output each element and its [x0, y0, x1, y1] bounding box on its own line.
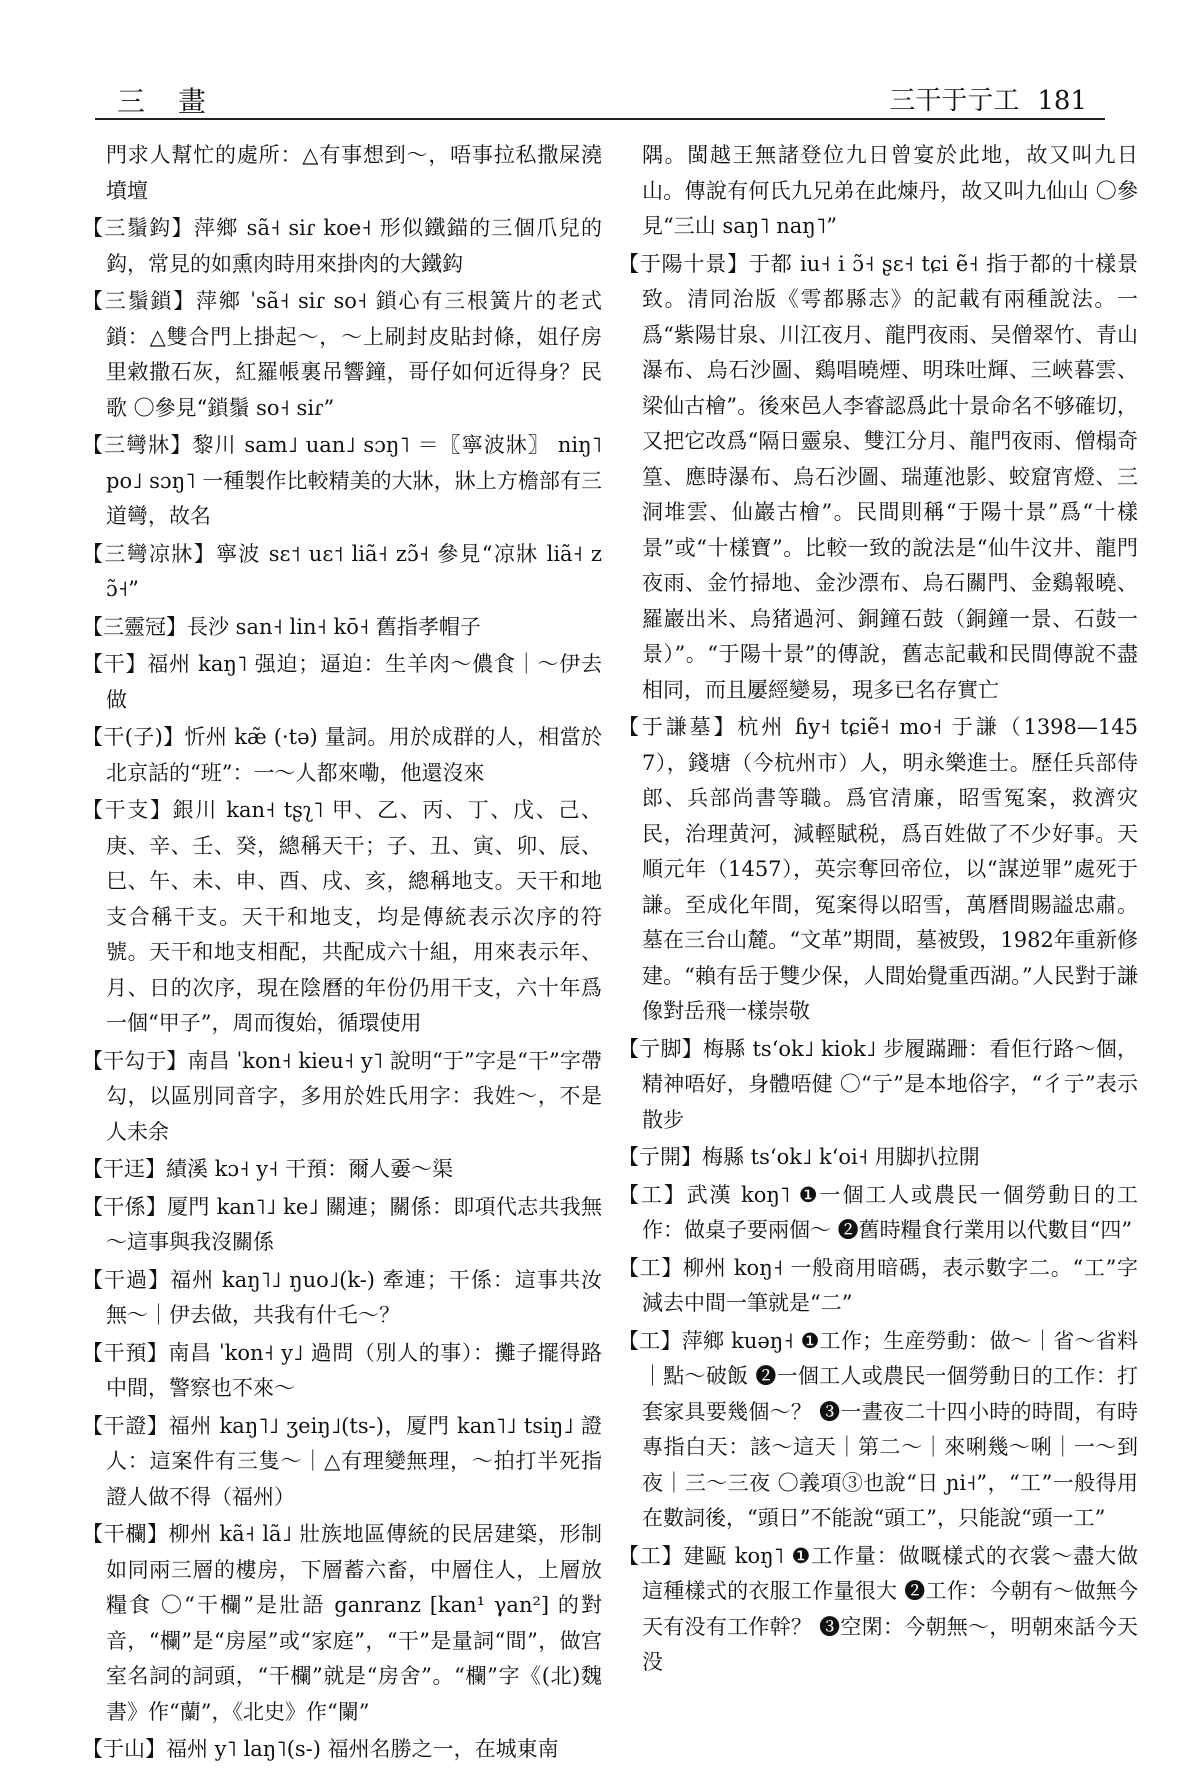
dictionary-entry: 【干(子)】忻州 kæ̃ (·tə) 量詞。用於成群的人，相當於北京話的“班”：一～人都來嘞，他還沒來	[82, 725, 602, 785]
header-right	[889, 80, 1087, 117]
dictionary-entry: 【三靈冠】長沙 san˧ lin˧ kō˧ 舊指孝帽子	[82, 614, 481, 639]
dictionary-entry: 【于謙墓】杭州 ɦy˧ tɕiẽ˧ mo˧ 于謙（1398—1457），錢塘（今杭州市）人，明永樂進士。歷任兵部侍郎、兵部尚書等職。爲官清廉，昭雪冤案，救濟灾民，治理黄河，減輕賦税，爲百姓做了不少好事。天順元年（1457），英宗奪回帝位，以“謀逆罪”處死于謙。至成化年間，冤案得以昭雪，萬曆間賜謚忠肅。墓在三台山麓。“文革”期間，墓被毁，1982年重新修建。“賴有岳于雙少保，人間始覺重西湖。”人民對于謙像對岳飛一樣崇敬	[618, 715, 1138, 1023]
dictionary-entry: 隅。閩越王無諸登位九日曾宴於此地，故又叫九日山。傳說有何氏九兄弟在此煉丹，故又叫九仙山 〇參見“三山 saŋ˥ naŋ˥”	[642, 143, 1138, 238]
dictionary-entry: 【亍開】梅縣 tsʻok˩ kʻoi˧ 用脚扒拉開	[618, 1145, 980, 1169]
dictionary-entry: 【亍脚】梅縣 tsʻok˩ kiok˩ 步履蹣跚：看佢行路～個，精神唔好，身體唔健 〇“亍”是本地俗字，“彳亍”表示散步	[618, 1036, 1138, 1132]
dictionary-entry: 【三鬚鈎】萍鄉 sã˧ siɾ koe˧ 形似鐵錨的三個爪兒的鈎，常見的如熏肉時用來掛肉的大鐵鈎	[82, 216, 602, 276]
left-column	[82, 138, 602, 1761]
dictionary-entry: 【三彎牀】黎川 sam˩ uan˩ sɔŋ˥ ＝〖寧波牀〗 niŋ˥ po˩ sɔŋ˥ 一種製作比較精美的大牀，牀上方檐部有三道彎，故名	[82, 433, 602, 528]
dictionary-entry: 【工】萍鄉 kuəŋ˧ ❶工作；生産勞動：做～｜省～省料｜點～破飯 ❷一個工人或農民一個勞動日的工作：打套家具要幾個～？ ❸一晝夜二十四小時的時間，有時專指白天：該～這天｜第二～｜來唎幾～唎｜一～到夜｜三～三夜 〇義項③也說“日 ɲi˧”，“工”一般得用在數詞後，“頭日”不能說“頭工”，只能說“頭一工”	[618, 1328, 1138, 1530]
dictionary-entry: 【三鬚鎖】萍鄉 ˈsã˧ siɾ so˧ 鎖心有三根簧片的老式鎖：△雙合門上掛起～，～上刷封皮貼封條，姐仔房里敹撒石灰，紅羅帳裏吊響鐘，哥仔如何近得身？民歌 〇參見“鎖鬚 so˧ siɾ”	[82, 289, 602, 420]
dictionary-entry: 【干證】福州 kaŋ˥˩ ʒeiŋ˩(ts-)，厦門 kan˥˩ tsiŋ˩ 證人：這案件有三隻～｜△有理變無理，～拍打半死指證人做不得（福州）	[82, 1413, 602, 1509]
dictionary-entry: 【工】武漢 koŋ˥ ❶一個工人或農民一個勞動日的工作：做桌子要兩個～ ❷舊時糧食行業用以代數目“四”	[618, 1182, 1138, 1242]
page-header	[95, 78, 1105, 120]
dictionary-entry: 【于山】福州 y˥ laŋ˥(s-) 福州名勝之一，在城東南	[82, 1737, 559, 1761]
dictionary-entry: 【工】建甌 koŋ˥ ❶工作量：做嘅樣式的衣裳～盡大做這種樣式的衣服工作量很大 ❷工作：今朝有～做無今天有没有工作幹？ ❸空閑：今朝無～，明朝來話今天没	[618, 1543, 1138, 1674]
dictionary-entry: 【干】福州 kaŋ˥ 强迫；逼迫：生羊肉～儂食｜～伊去做	[82, 652, 602, 712]
dictionary-entry: 【干過】福州 kaŋ˥˩ ŋuo˩(k-) 牽連；干係：這事共汝無～｜伊去做，共我有什乇～？	[82, 1267, 602, 1327]
right-column	[618, 138, 1138, 1698]
dictionary-entry: 門求人幫忙的處所：△有事想到～，唔事拉私撒屎澆墳壇	[106, 143, 602, 203]
dictionary-entry: 【于陽十景】于都 iu˧ i ɔ̃˧ ʂɛ˧ tɕi ẽ˧ 指于都的十樣景致。清同治版《雩都縣志》的記載有兩種說法。一爲“紫陽甘泉、川江夜月、龍門夜雨、吴僧翠竹、青山瀑布、烏石沙圖、鷄唱曉煙、明珠吐輝、三峽暮雲、梁仙古檜”。後來邑人李睿認爲此十景命名不够確切，又把它改爲“隔日靈泉、雙江分月、龍門夜雨、僧榻奇篁、應時瀑布、烏石沙圖、瑞蓮池影、蛟窟宵燈、三洞堆雲、仙巖古檜”。民間則稱“于陽十景”爲“十樣景”或“十樣寶”。比較一致的說法是“仙牛汶井、龍門夜雨、金竹掃地、金沙漂布、烏石關門、金鷄報曉、羅巖出米、烏猪過河、銅鐘石鼓（銅鐘一景、石鼓一景）”。“于陽十景”的傳說，舊志記載和民間傳說不盡相同，而且屢經變易，現多已名存實亡	[618, 251, 1138, 702]
dictionary-entry: 【工】柳州 koŋ˧ 一般商用暗碼，表示數字二。“工”字減去中間一筆就是“二”	[618, 1255, 1138, 1315]
dictionary-entry: 【干迋】績溪 kɔ˧ y˧ 干預：爾人嫑～渠	[82, 1157, 454, 1181]
dictionary-entry: 【干支】銀川 kan˧ tʂʅ˥ 甲、乙、丙、丁、戊、己、庚、辛、壬、癸，總稱天干；子、丑、寅、卯、辰、巳、午、未、申、酉、戌、亥，總稱地支。天干和地支合稱干支。天干和地支，均是傳統表示次序的符號。天干和地支相配，共配成六十組，用來表示年、月、日的次序，現在陰曆的年份仍用干支，六十年爲一個“甲子”，周而復始，循環使用	[82, 798, 602, 1035]
dictionary-entry: 【干欄】柳州 kã˧ lã˩ 壯族地區傳統的民居建築，形制如同兩三層的樓房，下層蓄六畜，中層住人，上層放糧食 〇“干欄”是壯語 ganranz [kan¹ γan²] 的對音，“欄”是“房屋”或“家庭”，“干”是量詞“間”，做宫室名詞的詞頭，“干欄”就是“房舍”。“欄”字《(北)魏書》作“蘭”，《北史》作“闌”	[82, 1522, 602, 1724]
section-title: 三 畫	[117, 85, 218, 118]
dictionary-entry: 【三彎凉牀】寧波 sɛ˦ uɛ˦ liã˧ zɔ̃˧ 參見“凉牀 liã˧ zɔ̃˧”	[82, 541, 602, 601]
dictionary-entry: 【干係】厦門 kan˥˩ ke˩ 關連；關係：即項代志共我無～這事與我沒關係	[82, 1194, 602, 1254]
dictionary-entry: 【干勾于】南昌 ˈkon˧ kieu˧ y˥ 說明“于”字是“干”字帶勾，以區別同音字，多用於姓氏用字：我姓～，不是人未余	[82, 1048, 602, 1144]
keyword-range: 三干于亍工	[889, 86, 1020, 116]
page-number: 181	[1037, 86, 1087, 116]
dictionary-entry: 【干預】南昌 ˈkon˧ y˩ 過問（別人的事）：攤子擺得路中間，警察也不來～	[82, 1340, 602, 1400]
